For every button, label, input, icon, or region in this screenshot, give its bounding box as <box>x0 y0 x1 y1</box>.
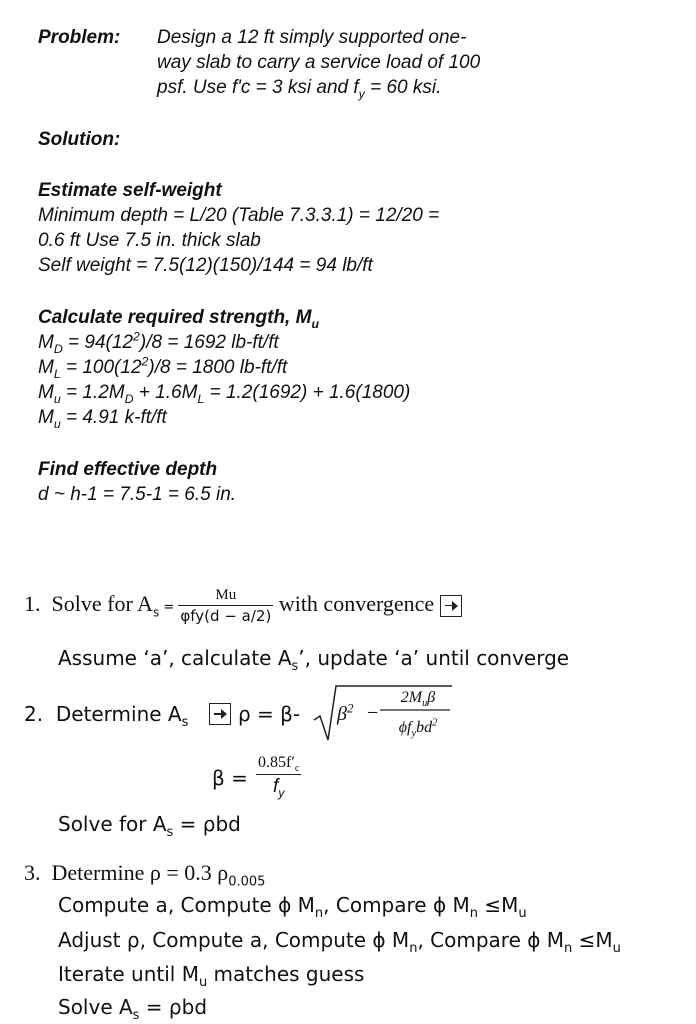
step-3-line-2: Compute a, Compute ϕ $M_n$, Compare ϕ $M_n \le M_u$ <box>58 893 527 921</box>
step-1-fraction: $\frac{Mu}{\text{φfy(d − a/2)}}$ <box>180 587 272 626</box>
expand-arrow-icon[interactable] <box>209 703 231 725</box>
step-2-solve-line: Solve for $A_s = \rho bd$ <box>58 812 241 840</box>
slab-thickness-line: 0.6 ft Use 7.5 in. thick slab <box>38 230 261 251</box>
problem-label: Problem: <box>38 27 121 48</box>
problem-line-1: Design a 12 ft simply supported one- <box>157 27 467 48</box>
step-1-line: 1. Solve for $A_s$ = $\frac{Mu}{\text{φfy(d − a/2)}}$ with convergence <box>24 580 462 632</box>
radicand-beta: $\beta^2$ <box>337 700 354 725</box>
effective-depth-heading: Find effective depth <box>38 459 218 480</box>
mu-combo-line: $M_u = 1.2M_D + 1.6M_L = 1.2(1692) + 1.6(1800)$ <box>38 382 411 406</box>
self-weight-line: Self weight = 7.5(12)(150)/144 = 94 lb/ft <box>38 255 373 276</box>
self-weight-heading: Estimate self-weight <box>38 180 222 201</box>
md-line: $M_D = 94(12^2)/8 = 1692$ lb-ft/ft <box>38 329 279 356</box>
radicand-numerator: $2M_u\beta$ <box>400 689 436 710</box>
radicand-minus: − <box>367 702 379 724</box>
solution-label: Solution: <box>38 129 121 150</box>
radicand-denominator: $\phi f_ybd^2$ <box>398 717 438 740</box>
strength-heading: Calculate required strength, $M_u$ <box>38 307 319 331</box>
problem-line-3: psf. Use f'c = 3 ksi and $f_y = 60$ ksi. <box>157 77 442 101</box>
rho-equation: ρ = β- <box>238 702 301 726</box>
ml-line: $M_L = 100(12^2)/8 = 1800$ lb-ft/ft <box>38 354 288 381</box>
problem-line-2: way slab to carry a service load of 100 <box>157 52 481 73</box>
effective-depth-line: d ~ h-1 = 7.5-1 = 6.5 in. <box>38 484 237 505</box>
beta-fraction: $\frac{0.85f'_c}{f_y}$ <box>258 754 300 800</box>
mu-result-line: $M_u = 4.91$ k-ft/ft <box>38 407 167 431</box>
step-3-line-5: Solve $A_s = \rho bd$ <box>58 995 208 1023</box>
beta-label: β = <box>212 766 248 790</box>
min-depth-line: Minimum depth = L/20 (Table 7.3.3.1) = 12/20 = <box>38 205 440 226</box>
expand-arrow-icon[interactable] <box>440 595 462 617</box>
step-2-line: 2. Determine $A_s$ <box>24 702 189 730</box>
step-3-line-4: Iterate until $M_u$ matches guess <box>58 962 365 990</box>
step-1-note: Assume ‘a’, calculate $A_s$’, update ‘a’ until converge <box>58 646 570 674</box>
step-3-line-3: Adjust ρ, Compute a, Compute ϕ $M_n$, Compare ϕ $M_n \le M_u$ <box>58 928 621 956</box>
step-3-line-1: 3. Determine ρ = 0.3 $\rho_{0.005}$ <box>24 860 266 890</box>
